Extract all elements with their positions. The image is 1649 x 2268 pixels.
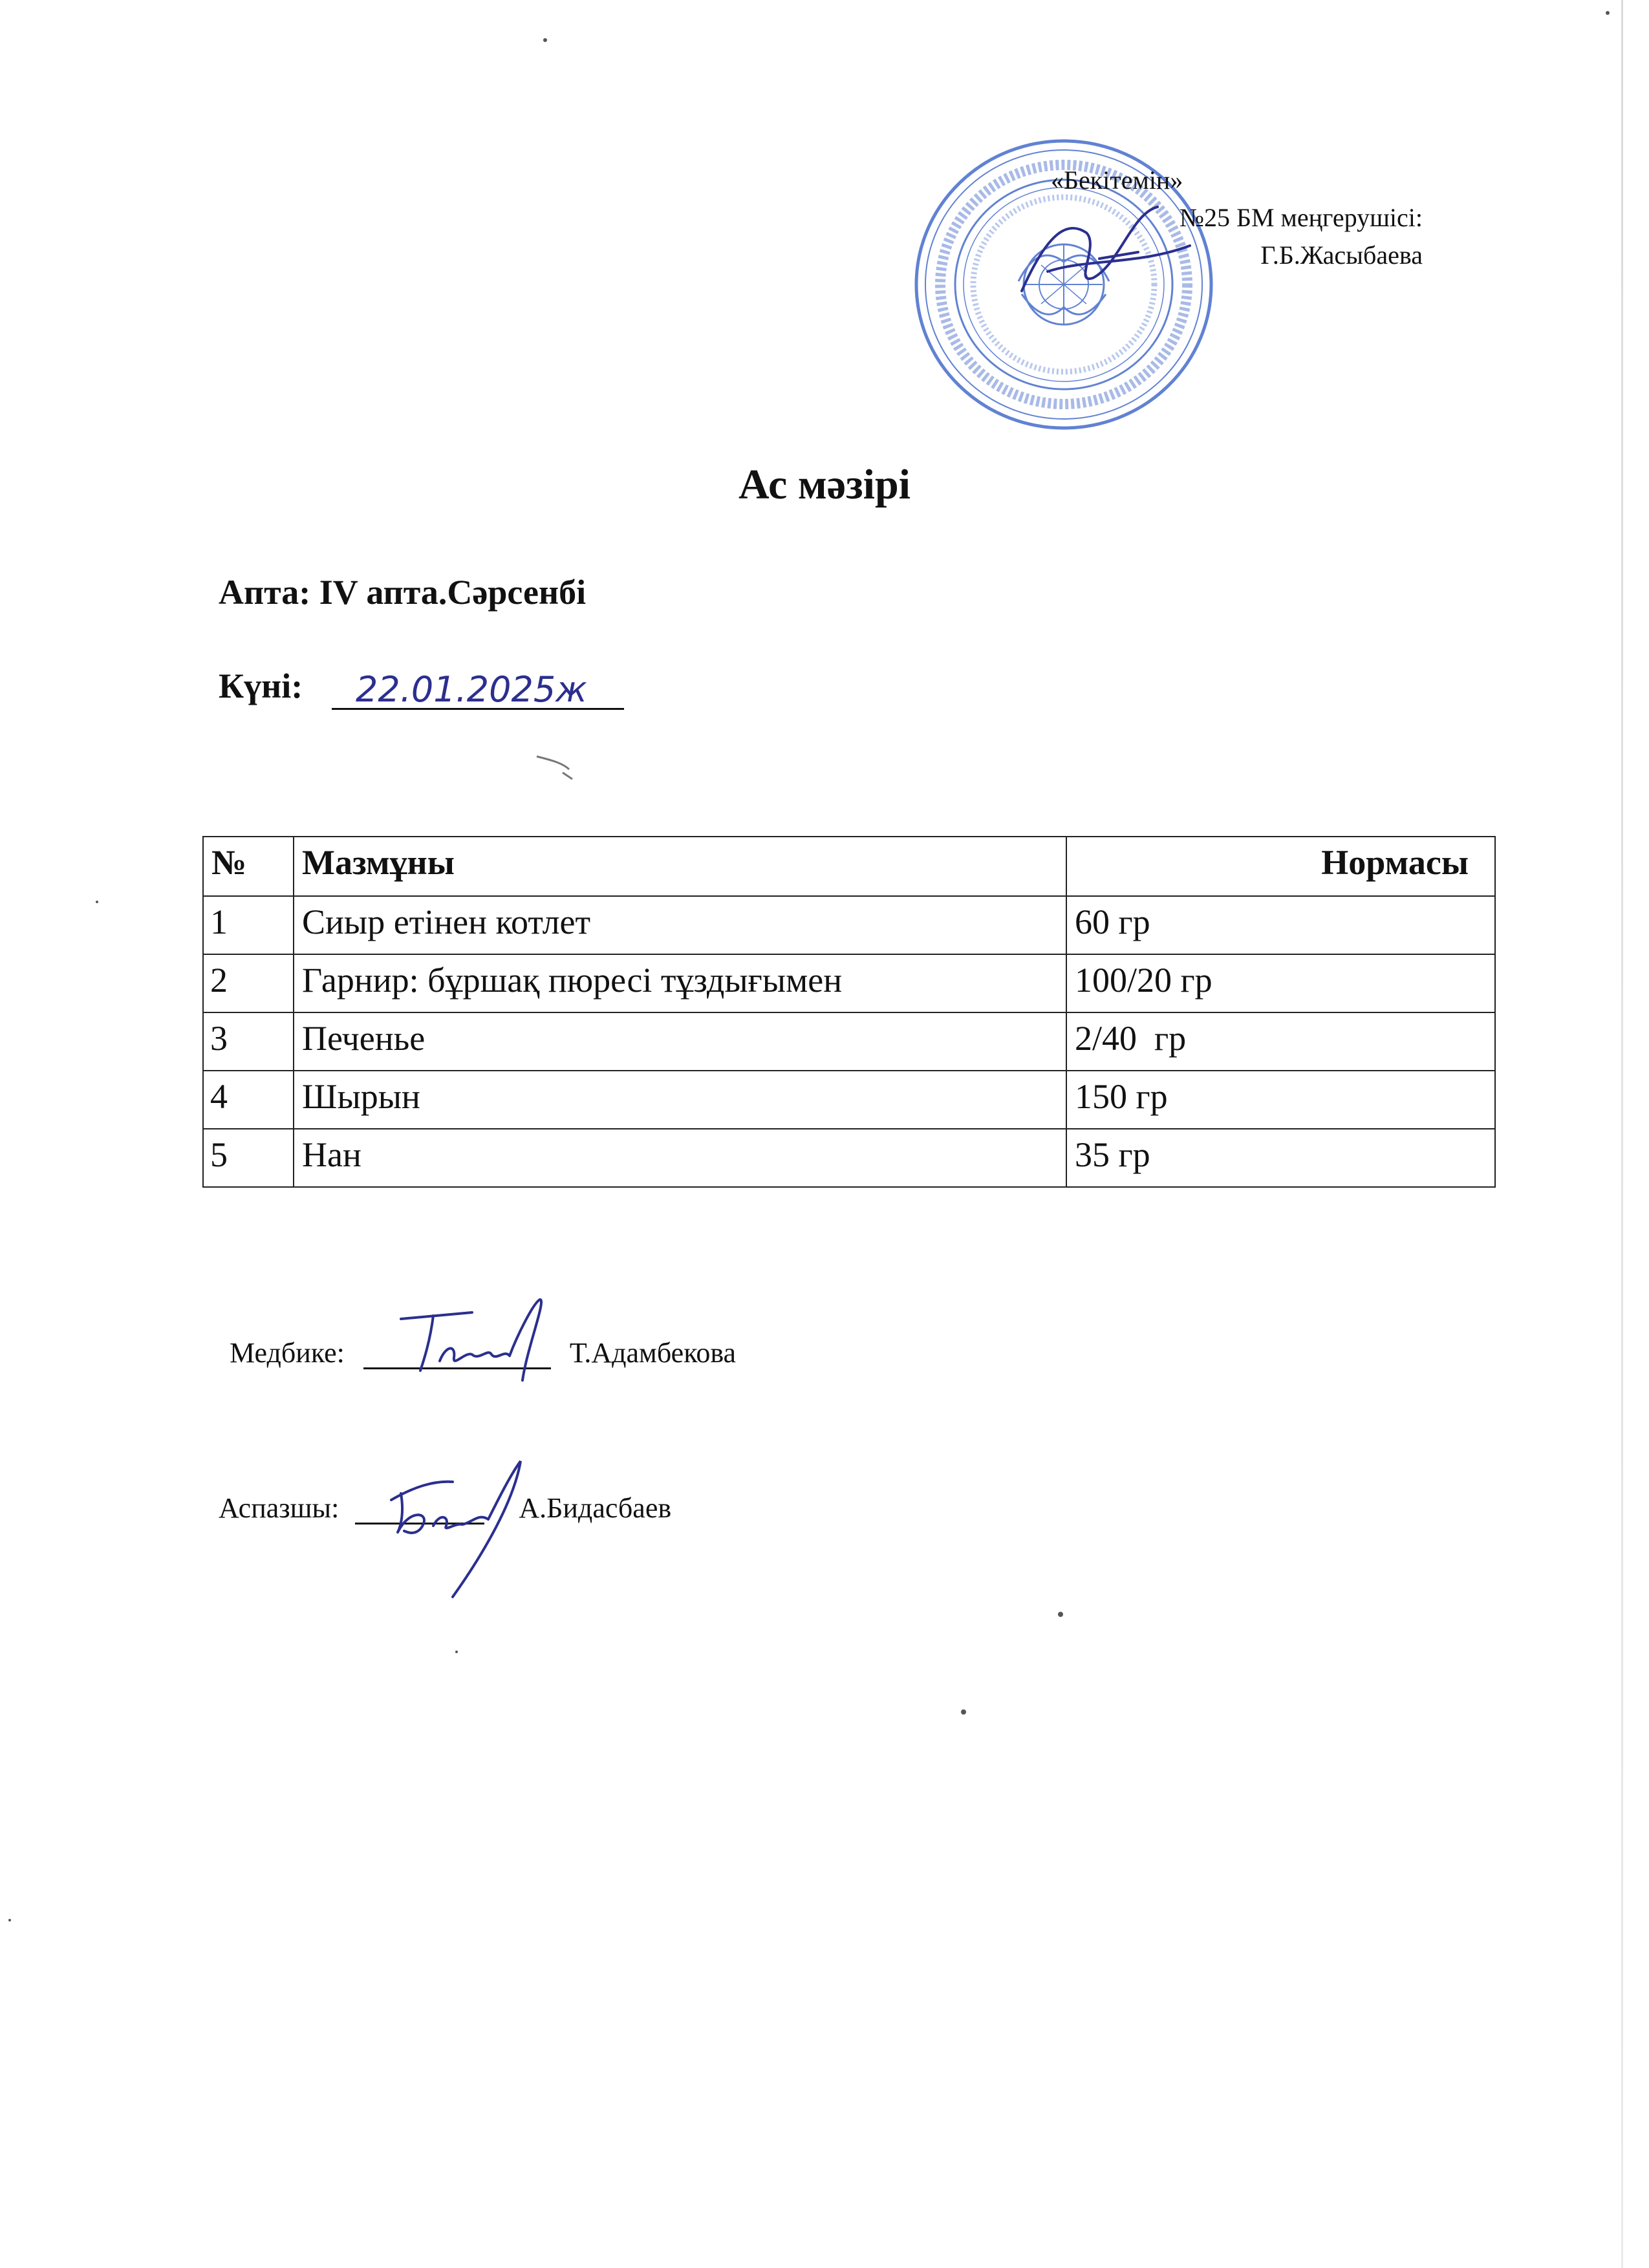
- row-number: 1: [203, 896, 294, 954]
- row-number: 2: [203, 954, 294, 1012]
- row-norm: 2/40 гр: [1066, 1012, 1495, 1071]
- row-content: Нан: [294, 1129, 1066, 1187]
- table-row: [203, 1012, 1495, 1071]
- row-norm: 150 гр: [1066, 1071, 1495, 1129]
- row-norm: 35 гр: [1066, 1129, 1495, 1187]
- table-header-row: [203, 837, 1495, 896]
- menu-table: [202, 836, 1496, 1188]
- scan-edge-shadow: [1621, 0, 1623, 2268]
- date-value: 22.01.2025ж: [356, 669, 587, 710]
- medic-signature: [394, 1290, 556, 1387]
- table-row: [203, 1071, 1495, 1129]
- handwritten-date: [349, 663, 621, 714]
- cook-name: А.Бидасбаев: [519, 1492, 672, 1524]
- week-line: Апта: IV апта.Сәрсенбі: [219, 573, 587, 612]
- director-signature: [1009, 194, 1203, 310]
- header-content: Мазмұны: [294, 837, 1066, 896]
- table-row: [203, 896, 1495, 954]
- page-title: Ас мәзірі: [738, 461, 911, 508]
- cook-signature: [375, 1442, 530, 1603]
- row-norm: 60 гр: [1066, 896, 1495, 954]
- row-number: 4: [203, 1071, 294, 1129]
- header-number: №: [203, 837, 294, 896]
- medic-label: Медбике:: [230, 1337, 345, 1369]
- cook-label: Аспазшы:: [219, 1492, 339, 1524]
- table-row: [203, 954, 1495, 1012]
- approval-position: №25 БМ меңгерушісі:: [1179, 203, 1423, 232]
- approval-name: Г.Б.Жасыбаева: [1260, 241, 1423, 270]
- row-number: 5: [203, 1129, 294, 1187]
- row-content: Шырын: [294, 1071, 1066, 1129]
- row-content: Печенье: [294, 1012, 1066, 1071]
- row-norm: 100/20 гр: [1066, 954, 1495, 1012]
- date-label: Күні:: [219, 667, 303, 705]
- row-content: Сиыр етінен котлет: [294, 896, 1066, 954]
- header-norm: Нормасы: [1066, 837, 1495, 896]
- row-content: Гарнир: бұршақ пюресі тұздығымен: [294, 954, 1066, 1012]
- table-row: [203, 1129, 1495, 1187]
- approval-heading: «Бекітемін»: [1051, 166, 1183, 195]
- row-number: 3: [203, 1012, 294, 1071]
- medic-name: Т.Адамбекова: [569, 1337, 737, 1369]
